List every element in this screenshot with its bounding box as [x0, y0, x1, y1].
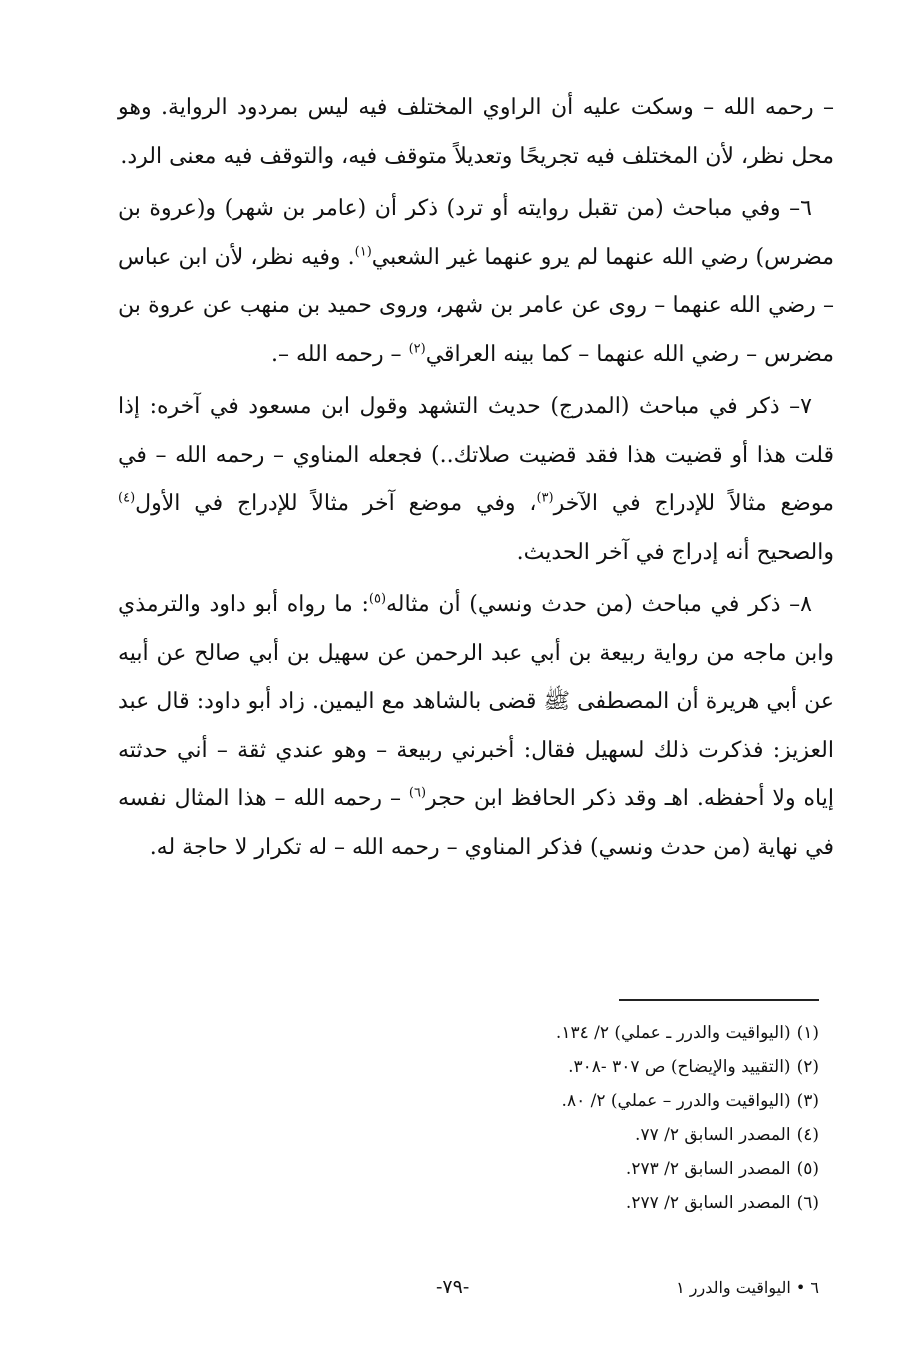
text-run: : ما رواه أبو داود والترمذي وابن ماجه من رواية ربيعة بن أبي عبد الرحمن عن سهيل بن أبي صالح عن أبيه عن أبي هريرة أن المصطفى ﷺ قضى بالشاهد مع اليمين. زاد أبو داود: قال عبد العزيز: فذكرت ذلك لسهيل فقال: أخبرني ربيعة – وهو عندي ثقة – أني حدثته إياه ولا أحفظه. اهـ وقد ذكر الحافظ ابن حجر — [118, 592, 834, 811]
text-run: ٧– ذكر في مباحث (المدرج) حديث التشهد وقول ابن مسعود في آخره: إذا قلت هذا أو قضيت هذا فقد قضيت صلاتك..) فجعله المناوي – رحمه الله – في موضع مثالاً للإدراج في الآخر — [118, 394, 835, 516]
footnote-ref: (٥) — [368, 591, 387, 607]
text-run: والصحيح أنه إدراج في آخر الحديث. — [516, 539, 834, 565]
footnote-ref: (٦) — [408, 785, 427, 801]
footnote-text: المصدر السابق ٢/ ٧٧. — [635, 1125, 791, 1145]
footnote-item — [319, 1186, 819, 1220]
footnote-ref: (٣) — [536, 490, 554, 506]
footnote-item — [319, 1084, 819, 1118]
footnote-text: (اليواقيت والدرر – عملي) ٢/ ٨٠. — [561, 1091, 791, 1111]
main-text — [118, 84, 834, 876]
footnote-number: (٤) — [796, 1125, 819, 1145]
page-number: -٧٩- — [436, 1276, 470, 1298]
footnote-ref: (٤) — [118, 490, 136, 506]
text-run: – رحمه الله – وسكت عليه أن الراوي المختلف فيه ليس بمردود الرواية. وهو محل نظر، لأن المختلف فيه تجريحًا وتعديلاً متوقف فيه، والتوقف فيه معنى الرد. — [118, 95, 834, 169]
footnote-separator — [619, 999, 819, 1001]
footnote-number: (١) — [796, 1023, 819, 1043]
footnote-item — [319, 1016, 819, 1050]
text-run: ٦– وفي مباحث (من تقبل روايته أو ترد) ذكر أن (عامر بن شهر) و(عروة بن مضرس) رضي الله عنهما لم يرو عنهما غير الشعبي — [118, 196, 834, 270]
footnote-ref: (١) — [354, 244, 372, 260]
paragraph-p8 — [118, 581, 834, 872]
text-run: – رحمه الله – هذا المثال نفسه في نهاية (من حدث ونسي) فذكر المناوي – رحمه الله – له تكرار لا حاجة له. — [118, 786, 834, 860]
footnote-item — [319, 1152, 819, 1186]
footnote-text: المصدر السابق ٢/ ٢٧٣. — [625, 1159, 791, 1179]
page-footer — [0, 1276, 907, 1306]
footnote-ref: (٢) — [408, 341, 426, 357]
footnote-text: المصدر السابق ٢/ ٢٧٧. — [625, 1193, 791, 1213]
text-run: ٨– ذكر في مباحث (من حدث ونسي) أن مثاله — [386, 592, 812, 617]
paragraph-p7 — [118, 383, 834, 577]
footnote-number: (٣) — [796, 1091, 819, 1111]
footnote-item — [319, 1118, 819, 1152]
text-run: . وفيه نظر، لأن ابن عباس – رضي الله عنهما – روى عن عامر بن شهر، وروى حميد بن منهب عن عروة بن مضرس – رضي الله عنهما – كما بينه العراقي — [118, 244, 834, 367]
footnote-item — [319, 1050, 819, 1084]
print-signature: ٦ • اليواقيت والدرر ١ — [676, 1278, 819, 1297]
text-run: ، وفي موضع آخر مثالاً للإدراج في الأول — [135, 491, 537, 516]
paragraph-p6 — [118, 185, 834, 379]
footnote-text: (اليواقيت والدرر ـ عملي) ٢/ ١٣٤. — [555, 1023, 791, 1043]
paragraph-p0 — [118, 84, 834, 181]
footnote-number: (٢) — [796, 1057, 819, 1077]
footnotes-list — [319, 1016, 819, 1220]
footnote-number: (٦) — [796, 1193, 819, 1213]
text-run: – رحمه الله –. — [270, 341, 409, 367]
footnote-text: (التقييد والإيضاح) ص ٣٠٧ -٣٠٨. — [568, 1057, 791, 1077]
footnote-number: (٥) — [796, 1159, 819, 1179]
